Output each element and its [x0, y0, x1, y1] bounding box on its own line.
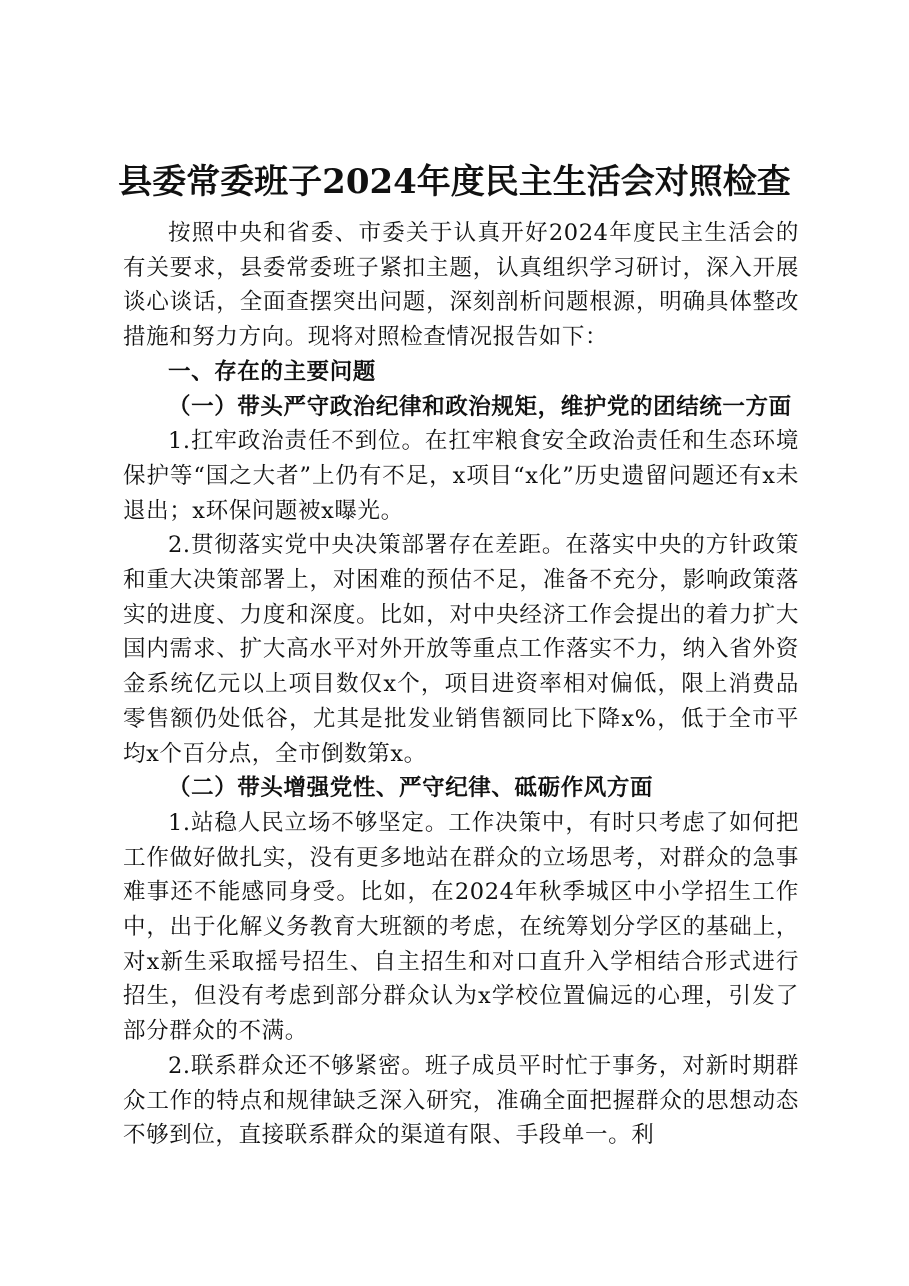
paragraph-item-2-1: 1.站稳人民立场不够坚定。工作决策中，有时只考虑了如何把工作做好做扎实，没有更多地站在群众的立场思考，对群众的急事难事还不能感同身受。比如，在2024年秋季城区中小学招生工作中，出于化解义务教育大班额的考虑，在统筹划分学区的基础上，对x新生采取摇号招生、自主招生和对口直升入学相结合形式进行招生，但没有考虑到部分群众认为x学校位置偏远的心理，引发了部分群众的不满。 — [123, 809, 799, 1045]
subsection-heading-2: （二）带头增强党性、严守纪律、砥砺作风方面 — [168, 775, 654, 802]
paragraph-item-1-1: 1.扛牢政治责任不到位。在扛牢粮食安全政治责任和生态环境保护等“国之大者”上仍有不足，x项目“x化”历史遗留问题还有x未退出；x环保问题被x曝光。 — [123, 428, 799, 524]
subsection-heading-1: （一）带头严守政治纪律和政治规矩，维护党的团结统一方面 — [168, 393, 792, 420]
paragraph-item-2-2: 2.联系群众还不够紧密。班子成员平时忙于事务，对新时期群众工作的特点和规律缺乏深入研究，准确全面把握群众的思想动态不够到位，直接联系群众的渠道有限、手段单一。利 — [123, 1052, 799, 1149]
document-title: 县委常委班子2024年度民主生活会对照检查 — [118, 162, 791, 202]
paragraph-item-1-2: 2.贯彻落实党中央决策部署存在差距。在落实中央的方针政策和重大决策部署上，对困难的预估不足，准备不充分，影响政策落实的进度、力度和深度。比如，对中央经济工作会提出的着力扩大国内需求、扩大高水平对外开放等重点工作落实不力，纳入省外资金系统亿元以上项目数仅x个，项目进资率相对偏低，限上消费品零售额仍处低谷，尤其是批发业销售额同比下降x%，低于全市平均x个百分点，全市倒数第x。 — [123, 532, 799, 767]
section-heading-main-problems: 一、存在的主要问题 — [168, 358, 376, 385]
intro-paragraph: 按照中央和省委、市委关于认真开好2024年度民主生活会的有关要求，县委常委班子紧扣主题，认真组织学习研讨，深入开展谈心谈话，全面查摆突出问题，深刻剖析问题根源，明确具体整改措施和努力方向。现将对照检查情况报告如下： — [123, 220, 799, 351]
document-body — [123, 216, 799, 1153]
